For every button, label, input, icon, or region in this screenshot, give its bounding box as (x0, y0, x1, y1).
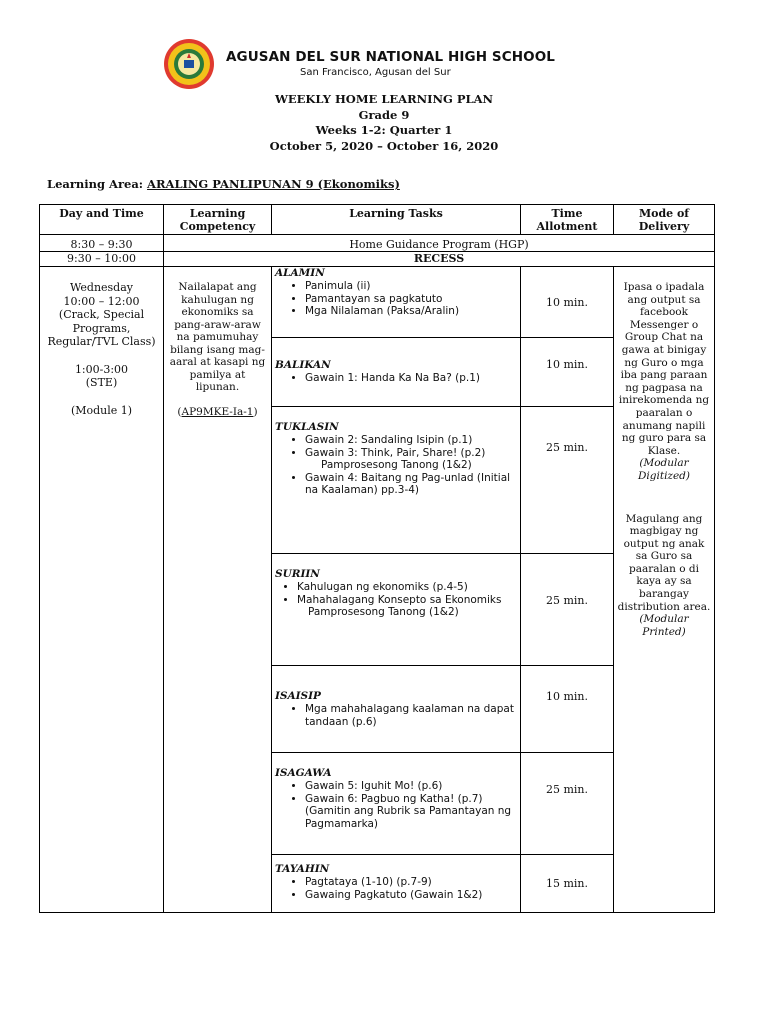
mode-printed-note: (Modular Printed) (639, 613, 689, 638)
school-seal-icon (163, 38, 215, 90)
alamin-tasks (272, 267, 521, 338)
hgp-time: 8:30 – 9:30 (40, 235, 164, 252)
hgp-text: Home Guidance Program (HGP) (164, 235, 715, 252)
day-time-cell (40, 267, 164, 913)
header-competency: Learning Competency (164, 205, 272, 235)
list-item: • Panimula (ii) (305, 280, 517, 293)
suriin-extra: Pamprosesong Tanong (1&2) (308, 606, 459, 618)
list-item: • Mahahalagang Konsepto sa Ekonomiks (297, 594, 517, 607)
list-item: • Gawain 1: Handa Ka Na Ba? (p.1) (305, 372, 517, 385)
competency-cell (164, 267, 272, 913)
mode-printed-text: Magulang ang magbigay ng output ng anak sa Guro sa paaralan o di kaya ay sa barangay distribution area. (617, 512, 711, 613)
tuklasin-tasks (272, 407, 521, 554)
competency-text: Nailalapat ang kahulugan ng ekonomiks sa pang-araw-araw na pamumuhay bilang isang mag-aaral at kasapi ng pamilya at lipunan. (169, 281, 266, 393)
plan-titles (0, 92, 768, 154)
table-row-hgp (40, 235, 715, 252)
list-item: • Pamantayan sa pagkatuto (305, 293, 517, 306)
mode-digitized-note: (Modular Digitized) (638, 457, 690, 482)
ste-label: (STE) (85, 376, 118, 389)
header-mode: Mode of Delivery (614, 205, 715, 235)
learning-plan-table (39, 204, 715, 913)
list-item: • Mga mahahalagang kaalaman na dapat tandaan (p.6) (305, 703, 517, 728)
grade-label: Grade 9 (358, 107, 410, 122)
table-row-recess (40, 252, 715, 267)
mode-cell (614, 267, 715, 913)
isaisip-time: 10 min. (521, 666, 614, 753)
isaisip-tasks (272, 666, 521, 753)
balikan-tasks (272, 338, 521, 407)
isagawa-time: 25 min. (521, 753, 614, 855)
table-header-row (40, 205, 715, 235)
competency-code: (AP9MKE-Ia-1) (177, 405, 258, 418)
tuklasin-time: 25 min. (521, 407, 614, 554)
learning-area (47, 177, 400, 191)
list-item: • Gawain 2: Sandaling Isipin (p.1) (305, 434, 517, 447)
header-time: Time Allotment (521, 205, 614, 235)
list-item: • Kahulugan ng ekonomiks (p.4-5) (297, 581, 517, 594)
weeks-label: Weeks 1-2: Quarter 1 (315, 123, 453, 137)
time-morning: 10:00 – 12:00 (63, 294, 140, 308)
tayahin-title: TAYAHIN (275, 863, 330, 875)
list-item: • Pagtataya (1-10) (p.7-9) (305, 876, 517, 889)
day-label: Wednesday (69, 281, 133, 294)
list-item: • Mga Nilalaman (Paksa/Aralin) (305, 305, 517, 318)
mode-digitized-text: Ipasa o ipadala ang output sa facebook Messenger o Group Chat na gawa at binigay ng Guro o mga iba pang paraan ng pagpasa na inirekomenda ng paaralan o anumang napili ng guro para sa Klase. (618, 281, 710, 457)
list-item: • Gawaing Pagkatuto (Gawain 1&2) (305, 889, 517, 902)
list-item: • Gawain 4: Baitang ng Pag-unlad (Initial na Kaalaman) pp.3-4) (305, 472, 517, 497)
list-item: • Gawain 3: Think, Pair, Share! (p.2) (305, 447, 517, 460)
learning-area-label: Learning Area: (47, 177, 148, 191)
module-label: (Module 1) (70, 403, 133, 417)
recess-time: 9:30 – 10:00 (40, 252, 164, 267)
tayahin-time: 15 min. (521, 855, 614, 913)
suriin-tasks (272, 554, 521, 666)
header-day-time: Day and Time (40, 205, 164, 235)
tuklasin-title: TUKLASIN (275, 421, 339, 433)
time-afternoon: 1:00-3:00 (74, 362, 129, 376)
dates-label: October 5, 2020 – October 16, 2020 (269, 138, 499, 153)
alamin-title: ALAMIN (275, 267, 325, 279)
balikan-title: BALIKAN (275, 359, 331, 372)
suriin-title: SURIIN (275, 568, 320, 580)
list-item: • Gawain 6: Pagbuo ng Katha! (p.7) (Gamitin ang Rubrik sa Pamantayan ng Pagmamarka) (305, 793, 517, 831)
tayahin-tasks (272, 855, 521, 913)
school-name: AGUSAN DEL SUR NATIONAL HIGH SCHOOL (226, 49, 556, 65)
tuklasin-extra: Pamprosesong Tanong (1&2) (321, 459, 472, 471)
isagawa-tasks (272, 753, 521, 855)
balikan-time: 10 min. (521, 338, 614, 407)
table-row-alamin (40, 267, 715, 338)
header-tasks: Learning Tasks (272, 205, 521, 235)
learning-area-value: ARALING PANLIPUNAN 9 (Ekonomiks) (147, 177, 400, 191)
alamin-time: 10 min. (521, 267, 614, 338)
school-address: San Francisco, Agusan del Sur (300, 67, 451, 78)
recess-text: RECESS (164, 252, 715, 267)
isagawa-title: ISAGAWA (275, 767, 332, 779)
class-types: (Crack, Special Programs, Regular/TVL Class) (47, 308, 156, 348)
isaisip-title: ISAISIP (275, 690, 321, 702)
suriin-time: 25 min. (521, 554, 614, 666)
plan-title: WEEKLY HOME LEARNING PLAN (274, 92, 494, 106)
list-item: • Gawain 5: Iguhit Mo! (p.6) (305, 780, 517, 793)
